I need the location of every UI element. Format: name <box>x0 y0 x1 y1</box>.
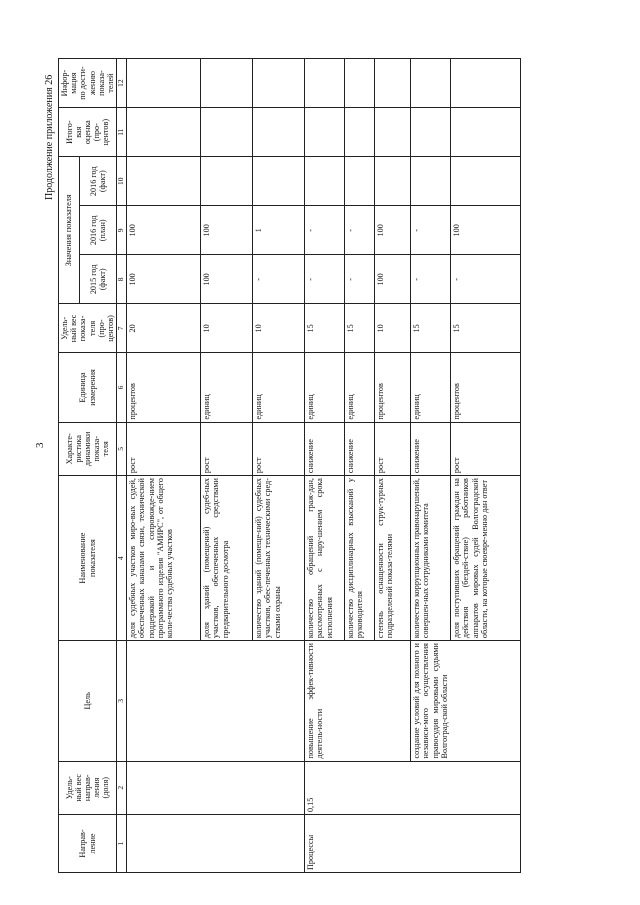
cell-goal: создание условий для полного и независи-мого осуществления правосудия мировыми судьями Волгоград-ской области <box>411 641 521 761</box>
column-number: 12 <box>117 59 127 108</box>
cell-2016-plan: - <box>305 206 345 255</box>
table-row <box>127 59 201 873</box>
column-number: 8 <box>117 255 127 304</box>
col-header-2015 <box>80 255 117 304</box>
cell-total <box>305 108 345 157</box>
cell-2015: - <box>411 255 451 304</box>
cell-2016-plan: 100 <box>375 206 411 255</box>
column-number: 7 <box>117 304 127 353</box>
col-header-goal-text: Цель <box>82 692 92 710</box>
cell-unit: процентов <box>451 353 521 422</box>
column-number: 11 <box>117 108 127 157</box>
cell-indicator: количество коррупционных правонарушений, совершен-ных сотрудниками комитета <box>411 476 451 641</box>
cell-info <box>411 59 451 108</box>
cell-dynamics: снижение <box>345 422 375 476</box>
cell-indicator-weight: 10 <box>201 304 253 353</box>
cell-indicator: доля судебных участков миро-вых судей, обеспеченных каналами связи, технической поддержкой и сопровожде-нием программного изделия "АМИРС", от общего коли-чества судебных участков <box>127 476 201 641</box>
col-header-unit <box>59 353 117 422</box>
cell-indicator: количество обращений граж-дан, рассмотренных с нару-шением срока исполнения <box>305 476 345 641</box>
column-number: 10 <box>117 157 127 206</box>
column-number: 1 <box>117 815 127 873</box>
cell-2016-fact <box>127 157 201 206</box>
cell-unit: единиц <box>411 353 451 422</box>
cell-indicator-weight: 20 <box>127 304 201 353</box>
cell-2015: - <box>345 255 375 304</box>
column-number: 6 <box>117 353 127 422</box>
cell-2015: - <box>451 255 521 304</box>
col-header-info-text: Инфор- мация по дости- жению показа- телей <box>60 66 115 100</box>
page-number: 3 <box>34 442 46 448</box>
cell-indicator: доля поступивших обращений граждан на действия (бездей-ствие) работников аппаратов мировых судей Волгоградской области, на которые своевре-менно дан ответ <box>451 476 521 641</box>
cell-indicator: степень оснащенности струк-турных подразделений показа-телями <box>375 476 411 641</box>
cell-indicator-weight: 15 <box>345 304 375 353</box>
cell-direction: Процессы <box>305 815 521 873</box>
cell-dynamics: снижение <box>411 422 451 476</box>
cell-weight: 0,15 <box>305 761 521 815</box>
col-header-indicator-weight-text: Удель- ный вес показа- теля (про- центов) <box>60 314 115 343</box>
cell-dynamics: рост <box>451 422 521 476</box>
cell-2015: 100 <box>375 255 411 304</box>
cell-indicator: количество зданий (помеще-ний) судебных участков, обес-печенных техническими сред-ствами охраны <box>253 476 305 641</box>
cell-unit: процентов <box>375 353 411 422</box>
cell-info <box>375 59 411 108</box>
cell-total <box>201 108 253 157</box>
cell-2016-plan: - <box>345 206 375 255</box>
cell-goal <box>127 641 305 761</box>
cell-2016-plan: - <box>411 206 451 255</box>
col-header-2016-plan <box>80 206 117 255</box>
cell-2016-plan: 100 <box>201 206 253 255</box>
column-number: 5 <box>117 422 127 476</box>
col-header-indicator-text: Наименование показателя <box>78 532 97 584</box>
column-number-row <box>117 59 127 873</box>
cell-unit: единиц <box>345 353 375 422</box>
col-header-2016-plan-text: 2016 год (план) <box>88 215 108 246</box>
cell-dynamics: рост <box>253 422 305 476</box>
column-number: 9 <box>117 206 127 255</box>
cell-weight <box>127 761 305 815</box>
col-header-2015-text: 2015 год (факт) <box>88 264 108 295</box>
indicators-table <box>58 58 521 873</box>
cell-indicator-weight: 10 <box>375 304 411 353</box>
cell-2016-plan: 100 <box>127 206 201 255</box>
appendix-caption: Продолжение приложения 26 <box>44 74 55 200</box>
cell-direction <box>127 815 305 873</box>
table-row <box>411 59 451 873</box>
cell-unit: процентов <box>127 353 201 422</box>
cell-unit: единиц <box>253 353 305 422</box>
cell-2015: 100 <box>201 255 253 304</box>
column-number: 2 <box>117 761 127 815</box>
cell-2016-plan: 1 <box>253 206 305 255</box>
col-header-direction <box>59 815 117 873</box>
rotated-table-wrapper <box>58 58 578 873</box>
col-header-direction-text: Направ- ление <box>78 829 97 858</box>
column-number: 4 <box>117 476 127 641</box>
cell-total <box>345 108 375 157</box>
cell-info <box>451 59 521 108</box>
col-header-total-text: Итого- вая оценка (про- центов) <box>64 118 111 146</box>
cell-indicator-weight: 15 <box>305 304 345 353</box>
col-header-2016-fact <box>80 157 117 206</box>
cell-info <box>127 59 201 108</box>
cell-indicator-weight: 10 <box>253 304 305 353</box>
cell-2016-fact <box>201 157 253 206</box>
cell-indicator-weight: 15 <box>411 304 451 353</box>
col-header-unit-text: Единица измерения <box>78 369 97 406</box>
col-header-dynamics-text: Характе- ристика динамики показа- теля <box>64 431 111 467</box>
col-header-weight-text: Удель- ный вес направ- ления (доля) <box>64 773 111 802</box>
cell-total <box>127 108 201 157</box>
cell-2016-fact <box>345 157 375 206</box>
cell-dynamics: рост <box>375 422 411 476</box>
cell-indicator: количество дисциплинарных взысканий у руководителя <box>345 476 375 641</box>
col-header-2016-fact-text: 2016 год (факт) <box>88 166 108 197</box>
cell-unit: единиц <box>305 353 345 422</box>
cell-2016-plan: 100 <box>451 206 521 255</box>
col-header-indicator <box>59 476 117 641</box>
col-header-total <box>59 108 117 157</box>
cell-indicator: доля зданий (помещений) судеб-ных участков, обеспеченных средствами предварительного досмотра <box>201 476 253 641</box>
cell-2016-fact <box>253 157 305 206</box>
cell-total <box>411 108 451 157</box>
col-header-dynamics <box>59 422 117 476</box>
cell-2016-fact <box>451 157 521 206</box>
cell-2016-fact <box>411 157 451 206</box>
header-row <box>59 59 80 873</box>
col-header-info <box>59 59 117 108</box>
cell-2015: - <box>305 255 345 304</box>
col-header-indicator-weight <box>59 304 117 353</box>
cell-info <box>253 59 305 108</box>
column-number: 3 <box>117 641 127 761</box>
cell-2015: 100 <box>127 255 201 304</box>
col-header-goal <box>59 641 117 761</box>
col-header-values-group-text: Значения показателя <box>64 194 74 267</box>
cell-info <box>305 59 345 108</box>
cell-info <box>345 59 375 108</box>
table-row <box>305 59 345 873</box>
cell-dynamics: рост <box>127 422 201 476</box>
cell-2015: - <box>253 255 305 304</box>
cell-info <box>201 59 253 108</box>
col-header-values-group <box>59 157 80 304</box>
cell-total <box>451 108 521 157</box>
cell-unit: единиц <box>201 353 253 422</box>
cell-indicator-weight: 15 <box>451 304 521 353</box>
col-header-weight <box>59 761 117 815</box>
cell-total <box>253 108 305 157</box>
cell-dynamics: рост <box>201 422 253 476</box>
cell-goal: повышение эффек-тивности деятель-ности <box>305 641 411 761</box>
cell-2016-fact <box>375 157 411 206</box>
cell-2016-fact <box>305 157 345 206</box>
cell-total <box>375 108 411 157</box>
cell-dynamics: снижение <box>305 422 345 476</box>
